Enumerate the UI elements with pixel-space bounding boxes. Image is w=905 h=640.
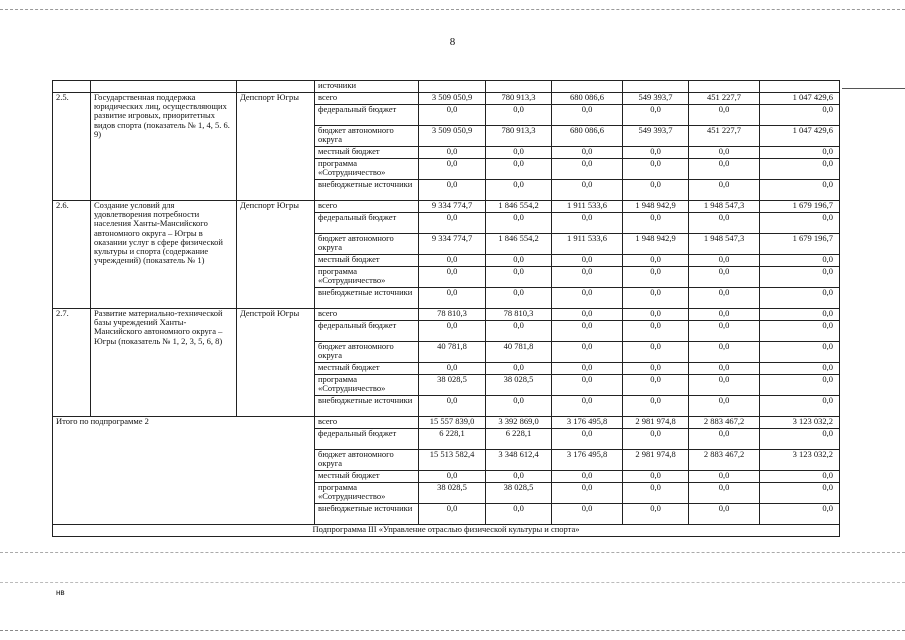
cell-empty xyxy=(486,81,552,93)
amount-cell: 0,0 xyxy=(760,483,840,504)
amount-cell: 0,0 xyxy=(552,429,623,450)
funding-source: местный бюджет xyxy=(315,147,419,159)
amount-cell: 451 227,7 xyxy=(689,93,760,105)
amount-cell: 0,0 xyxy=(419,504,486,525)
amount-cell: 0,0 xyxy=(689,255,760,267)
amount-cell: 3 392 869,0 xyxy=(486,417,552,429)
amount-cell: 0,0 xyxy=(552,105,623,126)
amount-cell: 2 883 467,2 xyxy=(689,417,760,429)
amount-cell: 0,0 xyxy=(419,105,486,126)
amount-cell: 0,0 xyxy=(552,255,623,267)
table-row xyxy=(53,525,840,537)
amount-cell: 0,0 xyxy=(689,147,760,159)
budget-table xyxy=(52,80,840,537)
funding-source: внебюджетные источники xyxy=(315,396,419,417)
funding-source: программа «Сотрудничество» xyxy=(315,483,419,504)
amount-cell: 1 948 547,3 xyxy=(689,201,760,213)
scan-line-lower xyxy=(0,582,905,583)
item-name: Создание условий для удовлетворения потребности населения Ханты-Мансийского автономного округа – Югры в оказании услуг в сфере физической культуры и спорта (содержание учреждений) (показатель № 1) xyxy=(91,201,237,309)
scan-line-top xyxy=(0,9,905,10)
amount-cell: 15 513 582,4 xyxy=(419,450,486,471)
amount-cell: 549 393,7 xyxy=(623,93,689,105)
amount-cell: 1 846 554,2 xyxy=(486,201,552,213)
amount-cell: 0,0 xyxy=(552,309,623,321)
amount-cell: 0,0 xyxy=(623,342,689,363)
scan-line-bottom xyxy=(0,630,905,631)
funding-source: всего xyxy=(315,93,419,105)
funding-source: всего xyxy=(315,417,419,429)
amount-cell: 0,0 xyxy=(486,363,552,375)
amount-cell: 0,0 xyxy=(486,255,552,267)
table-row xyxy=(53,81,840,93)
amount-cell: 0,0 xyxy=(552,504,623,525)
amount-cell: 0,0 xyxy=(552,159,623,180)
amount-cell: 0,0 xyxy=(760,396,840,417)
cell-empty xyxy=(419,81,486,93)
amount-cell: 0,0 xyxy=(689,342,760,363)
amount-cell: 1 679 196,7 xyxy=(760,234,840,255)
amount-cell: 680 086,6 xyxy=(552,126,623,147)
amount-cell: 0,0 xyxy=(552,375,623,396)
source-label: источники xyxy=(315,81,419,93)
amount-cell: 0,0 xyxy=(623,105,689,126)
amount-cell: 0,0 xyxy=(760,309,840,321)
amount-cell: 40 781,8 xyxy=(419,342,486,363)
amount-cell: 38 028,5 xyxy=(486,483,552,504)
amount-cell: 0,0 xyxy=(419,213,486,234)
amount-cell: 2 981 974,8 xyxy=(623,450,689,471)
funding-source: федеральный бюджет xyxy=(315,429,419,450)
amount-cell: 0,0 xyxy=(486,288,552,309)
amount-cell: 0,0 xyxy=(760,288,840,309)
item-name: Государственная поддержка юридических лиц, осуществляющих развитие игровых, приоритетных видов спорта (показатель № 1, 4, 5. 6. 9) xyxy=(91,93,237,201)
funding-source: внебюджетные источники xyxy=(315,288,419,309)
amount-cell: 0,0 xyxy=(760,471,840,483)
amount-cell: 0,0 xyxy=(760,375,840,396)
table-row xyxy=(53,417,840,429)
table-body xyxy=(53,81,840,537)
amount-cell: 0,0 xyxy=(552,147,623,159)
amount-cell: 1 948 942,9 xyxy=(623,201,689,213)
amount-cell: 680 086,6 xyxy=(552,93,623,105)
amount-cell: 0,0 xyxy=(623,147,689,159)
amount-cell: 0,0 xyxy=(486,213,552,234)
amount-cell: 549 393,7 xyxy=(623,126,689,147)
amount-cell: 2 883 467,2 xyxy=(689,450,760,471)
amount-cell: 0,0 xyxy=(486,504,552,525)
cell-empty xyxy=(623,81,689,93)
funding-source: всего xyxy=(315,201,419,213)
item-executor: Депспорт Югры xyxy=(237,93,315,201)
amount-cell: 0,0 xyxy=(760,180,840,201)
amount-cell: 1 047 429,6 xyxy=(760,93,840,105)
scan-line-right xyxy=(842,88,905,89)
funding-source: программа «Сотрудничество» xyxy=(315,159,419,180)
funding-source: бюджет автономного округа xyxy=(315,234,419,255)
cell-empty xyxy=(552,81,623,93)
amount-cell: 0,0 xyxy=(689,267,760,288)
amount-cell: 0,0 xyxy=(689,105,760,126)
amount-cell: 6 228,1 xyxy=(486,429,552,450)
amount-cell: 3 348 612,4 xyxy=(486,450,552,471)
amount-cell: 38 028,5 xyxy=(419,375,486,396)
amount-cell: 0,0 xyxy=(689,504,760,525)
amount-cell: 0,0 xyxy=(623,375,689,396)
item-executor: Депстрой Югры xyxy=(237,309,315,417)
cell-empty xyxy=(91,81,237,93)
subprogram-banner: Подпрограмма III «Управление отраслью физической культуры и спорта» xyxy=(53,525,840,537)
amount-cell: 0,0 xyxy=(623,483,689,504)
amount-cell: 0,0 xyxy=(689,213,760,234)
funding-source: бюджет автономного округа xyxy=(315,126,419,147)
amount-cell: 0,0 xyxy=(623,309,689,321)
amount-cell: 0,0 xyxy=(689,288,760,309)
amount-cell: 0,0 xyxy=(623,363,689,375)
amount-cell: 40 781,8 xyxy=(486,342,552,363)
cell-empty xyxy=(689,81,760,93)
amount-cell: 0,0 xyxy=(689,471,760,483)
cell-empty xyxy=(237,81,315,93)
amount-cell: 0,0 xyxy=(486,147,552,159)
amount-cell: 0,0 xyxy=(552,213,623,234)
funding-source: бюджет автономного округа xyxy=(315,342,419,363)
amount-cell: 0,0 xyxy=(486,105,552,126)
amount-cell: 1 911 533,6 xyxy=(552,201,623,213)
amount-cell: 3 123 032,2 xyxy=(760,450,840,471)
amount-cell: 0,0 xyxy=(623,429,689,450)
amount-cell: 0,0 xyxy=(760,429,840,450)
funding-source: местный бюджет xyxy=(315,363,419,375)
amount-cell: 0,0 xyxy=(689,180,760,201)
amount-cell: 0,0 xyxy=(760,267,840,288)
amount-cell: 9 334 774,7 xyxy=(419,234,486,255)
amount-cell: 0,0 xyxy=(760,147,840,159)
funding-source: бюджет автономного округа xyxy=(315,450,419,471)
item-number: 2.5. xyxy=(53,93,91,201)
amount-cell: 0,0 xyxy=(689,321,760,342)
footer-mark: нв xyxy=(56,588,65,597)
amount-cell: 78 810,3 xyxy=(419,309,486,321)
amount-cell: 0,0 xyxy=(419,396,486,417)
amount-cell: 0,0 xyxy=(486,396,552,417)
amount-cell: 780 913,3 xyxy=(486,126,552,147)
cell-empty xyxy=(53,81,91,93)
table-row xyxy=(53,309,840,321)
amount-cell: 0,0 xyxy=(760,105,840,126)
funding-source: федеральный бюджет xyxy=(315,105,419,126)
amount-cell: 1 047 429,6 xyxy=(760,126,840,147)
amount-cell: 0,0 xyxy=(760,213,840,234)
funding-source: внебюджетные источники xyxy=(315,504,419,525)
amount-cell: 0,0 xyxy=(419,321,486,342)
amount-cell: 1 911 533,6 xyxy=(552,234,623,255)
amount-cell: 780 913,3 xyxy=(486,93,552,105)
amount-cell: 0,0 xyxy=(419,471,486,483)
amount-cell: 9 334 774,7 xyxy=(419,201,486,213)
item-executor: Депспорт Югры xyxy=(237,201,315,309)
amount-cell: 0,0 xyxy=(623,396,689,417)
amount-cell: 6 228,1 xyxy=(419,429,486,450)
amount-cell: 0,0 xyxy=(486,321,552,342)
amount-cell: 0,0 xyxy=(552,321,623,342)
table-row xyxy=(53,93,840,105)
amount-cell: 0,0 xyxy=(419,267,486,288)
amount-cell: 0,0 xyxy=(689,309,760,321)
amount-cell: 0,0 xyxy=(760,255,840,267)
amount-cell: 1 846 554,2 xyxy=(486,234,552,255)
item-number: 2.6. xyxy=(53,201,91,309)
amount-cell: 0,0 xyxy=(623,471,689,483)
amount-cell: 1 679 196,7 xyxy=(760,201,840,213)
amount-cell: 0,0 xyxy=(689,483,760,504)
funding-source: федеральный бюджет xyxy=(315,213,419,234)
amount-cell: 38 028,5 xyxy=(486,375,552,396)
amount-cell: 0,0 xyxy=(623,180,689,201)
amount-cell: 0,0 xyxy=(760,321,840,342)
funding-source: федеральный бюджет xyxy=(315,321,419,342)
amount-cell: 3 509 050,9 xyxy=(419,93,486,105)
total-label: Итого по подпрограмме 2 xyxy=(53,417,315,525)
amount-cell: 1 948 942,9 xyxy=(623,234,689,255)
amount-cell: 0,0 xyxy=(486,267,552,288)
amount-cell: 3 176 495,8 xyxy=(552,417,623,429)
page-number: 8 xyxy=(449,36,456,48)
amount-cell: 0,0 xyxy=(689,375,760,396)
amount-cell: 0,0 xyxy=(419,147,486,159)
amount-cell: 0,0 xyxy=(623,288,689,309)
amount-cell: 15 557 839,0 xyxy=(419,417,486,429)
amount-cell: 0,0 xyxy=(552,396,623,417)
amount-cell: 0,0 xyxy=(760,363,840,375)
funding-source: внебюджетные источники xyxy=(315,180,419,201)
amount-cell: 0,0 xyxy=(419,180,486,201)
amount-cell: 0,0 xyxy=(623,504,689,525)
amount-cell: 78 810,3 xyxy=(486,309,552,321)
amount-cell: 0,0 xyxy=(552,267,623,288)
amount-cell: 0,0 xyxy=(552,342,623,363)
amount-cell: 0,0 xyxy=(552,180,623,201)
scan-line-mid xyxy=(0,552,905,553)
amount-cell: 0,0 xyxy=(623,267,689,288)
amount-cell: 0,0 xyxy=(623,255,689,267)
amount-cell: 0,0 xyxy=(552,471,623,483)
amount-cell: 38 028,5 xyxy=(419,483,486,504)
amount-cell: 0,0 xyxy=(760,342,840,363)
amount-cell: 0,0 xyxy=(623,159,689,180)
amount-cell: 0,0 xyxy=(623,321,689,342)
funding-source: местный бюджет xyxy=(315,471,419,483)
amount-cell: 0,0 xyxy=(486,159,552,180)
amount-cell: 0,0 xyxy=(419,363,486,375)
funding-source: программа «Сотрудничество» xyxy=(315,267,419,288)
amount-cell: 0,0 xyxy=(419,255,486,267)
amount-cell: 3 123 032,2 xyxy=(760,417,840,429)
cell-empty xyxy=(760,81,840,93)
amount-cell: 0,0 xyxy=(552,288,623,309)
amount-cell: 0,0 xyxy=(689,429,760,450)
amount-cell: 1 948 547,3 xyxy=(689,234,760,255)
funding-source: всего xyxy=(315,309,419,321)
amount-cell: 0,0 xyxy=(419,159,486,180)
table-row xyxy=(53,201,840,213)
amount-cell: 0,0 xyxy=(486,180,552,201)
amount-cell: 0,0 xyxy=(552,483,623,504)
amount-cell: 2 981 974,8 xyxy=(623,417,689,429)
amount-cell: 0,0 xyxy=(552,363,623,375)
amount-cell: 451 227,7 xyxy=(689,126,760,147)
amount-cell: 0,0 xyxy=(760,159,840,180)
funding-source: программа «Сотрудничество» xyxy=(315,375,419,396)
amount-cell: 0,0 xyxy=(689,363,760,375)
amount-cell: 3 176 495,8 xyxy=(552,450,623,471)
amount-cell: 0,0 xyxy=(419,288,486,309)
amount-cell: 0,0 xyxy=(760,504,840,525)
item-number: 2.7. xyxy=(53,309,91,417)
amount-cell: 0,0 xyxy=(689,159,760,180)
amount-cell: 3 509 050,9 xyxy=(419,126,486,147)
amount-cell: 0,0 xyxy=(486,471,552,483)
amount-cell: 0,0 xyxy=(689,396,760,417)
amount-cell: 0,0 xyxy=(623,213,689,234)
item-name: Развитие материально-технической базы учреждений Ханты-Мансийского автономного округа – Югры (показатель № 1, 2, 3, 5, 6, 8) xyxy=(91,309,237,417)
funding-source: местный бюджет xyxy=(315,255,419,267)
